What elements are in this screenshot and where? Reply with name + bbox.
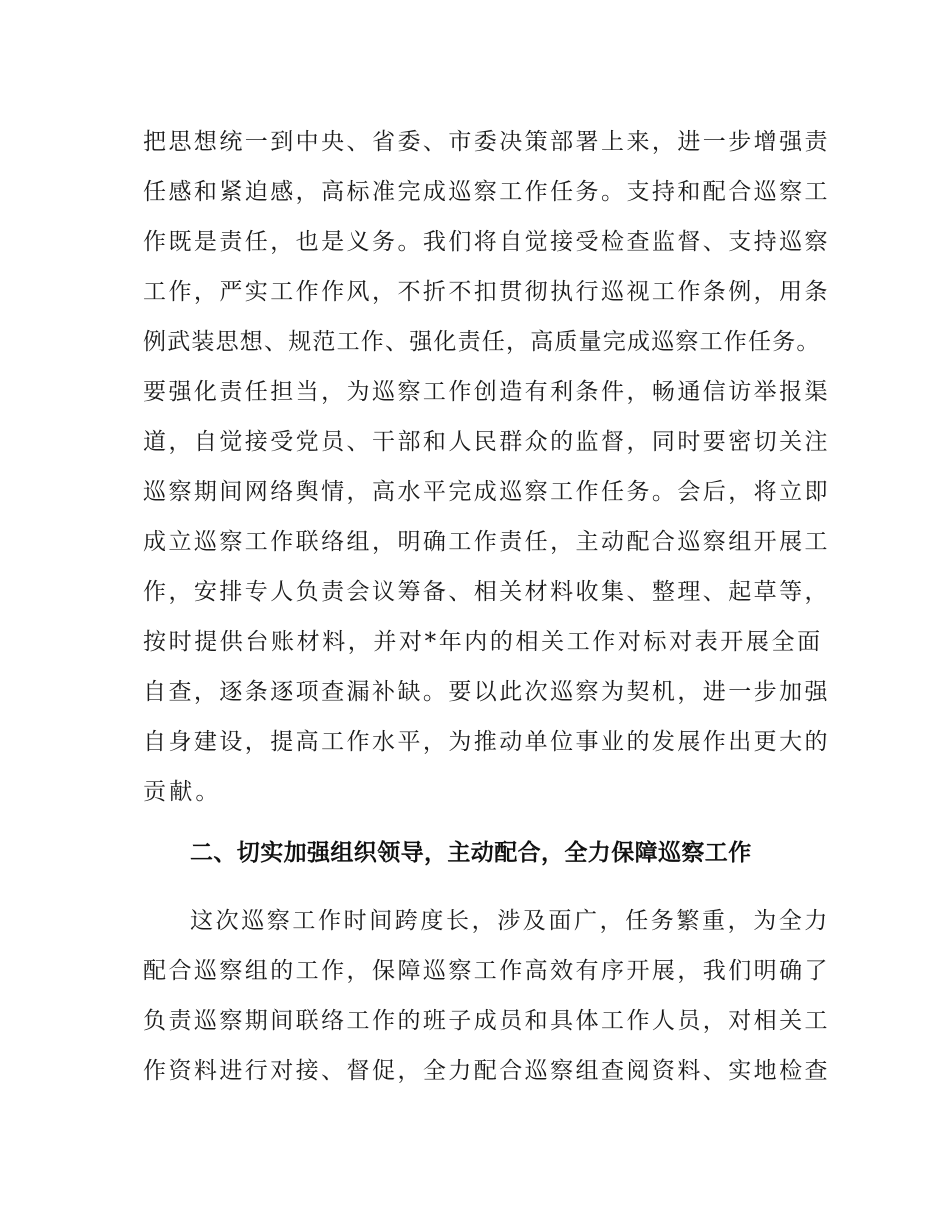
paragraph-1-line-8: 巡察期间网络舆情，高水平完成巡察工作任务。会后，将立即 xyxy=(143,479,830,505)
paragraph-1-line-10: 作，安排专人负责会议筹备、相关材料收集、整理、起草等， xyxy=(143,579,830,605)
paragraph-2-line-4: 作资料进行对接、督促，全力配合巡察组查阅资料、实地检查 xyxy=(143,1058,830,1084)
paragraph-1-line-13: 自身建设，提高工作水平，为推动单位事业的发展作出更大的 xyxy=(143,729,830,755)
section-2-heading: 二、切实加强组织领导，主动配合，全力保障巡察工作 xyxy=(190,840,752,866)
paragraph-2-line-1: 这次巡察工作时间跨度长，涉及面广，任务繁重，为全力 xyxy=(190,908,830,934)
paragraph-1-line-12: 自查，逐条逐项查漏补缺。要以此次巡察为契机，进一步加强 xyxy=(143,679,830,705)
paragraph-1-line-1: 把思想统一到中央、省委、市委决策部署上来，进一步增强责 xyxy=(143,129,830,155)
paragraph-1-line-5: 例武装思想、规范工作、强化责任，高质量完成巡察工作任务。 xyxy=(143,329,821,355)
paragraph-1-line-14: 贡献。 xyxy=(143,779,222,805)
paragraph-2-line-3: 负责巡察期间联络工作的班子成员和具体工作人员，对相关工 xyxy=(143,1008,830,1034)
paragraph-1-line-11: 按时提供台账材料，并对*年内的相关工作对标对表开展全面 xyxy=(143,629,823,655)
paragraph-2-line-2: 配合巡察组的工作，保障巡察工作高效有序开展，我们明确了 xyxy=(143,958,830,984)
paragraph-1-line-3: 作既是责任，也是义务。我们将自觉接受检查监督、支持巡察 xyxy=(143,229,830,255)
paragraph-1-line-4: 工作，严实工作作风，不折不扣贯彻执行巡视工作条例，用条 xyxy=(143,279,830,305)
paragraph-1-line-6: 要强化责任担当，为巡察工作创造有利条件，畅通信访举报渠 xyxy=(143,379,830,405)
paragraph-1-line-7: 道，自觉接受党员、干部和人民群众的监督，同时要密切关注 xyxy=(143,429,830,455)
paragraph-1-line-9: 成立巡察工作联络组，明确工作责任，主动配合巡察组开展工 xyxy=(143,529,830,555)
paragraph-1-line-2: 任感和紧迫感，高标准完成巡察工作任务。支持和配合巡察工 xyxy=(143,179,830,205)
